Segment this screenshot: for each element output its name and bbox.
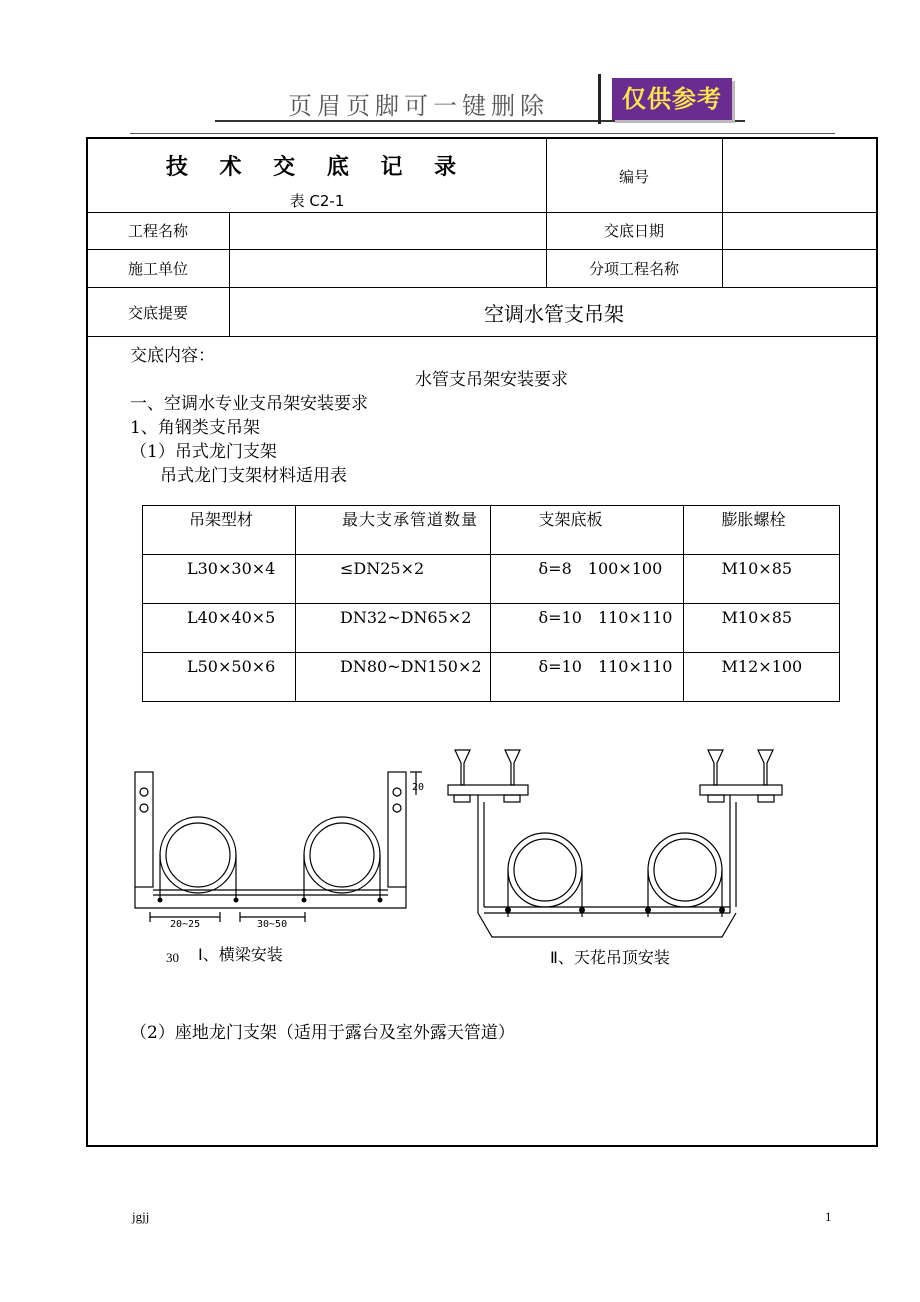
- footer-text: jgjj: [132, 1209, 150, 1224]
- table-header: 最大支承管道数量: [296, 506, 491, 555]
- dimension-label: 30~50: [257, 919, 288, 930]
- contractor-label: 施工单位: [127, 260, 188, 278]
- summary-value: 空调水管支吊架: [484, 302, 624, 326]
- summary-label: 交底提要: [127, 304, 188, 322]
- form-number: 表 C2-1: [289, 192, 345, 210]
- figure-caption: Ⅰ、横梁安装: [198, 945, 283, 964]
- table-cell: L40×40×5: [143, 604, 296, 653]
- table-cell: DN32~DN65×2: [296, 604, 491, 653]
- subsection-heading: 1、角钢类支吊架: [130, 418, 260, 438]
- grid-line: [86, 287, 878, 288]
- figure-number: 30: [166, 950, 179, 965]
- date-label: 交底日期: [603, 222, 664, 240]
- table-header-row: [143, 506, 840, 555]
- table-cell: ≤DN25×2: [296, 555, 491, 604]
- table-title: 吊式龙门支架材料适用表: [160, 466, 347, 486]
- grid-line: [86, 249, 878, 250]
- subproject-label: 分项工程名称: [588, 260, 679, 278]
- page-number: 1: [825, 1209, 832, 1224]
- content-heading: 水管支吊架安装要求: [415, 370, 568, 390]
- table-cell: L50×50×6: [143, 653, 296, 702]
- table-cell: L30×30×4: [143, 555, 296, 604]
- table-cell: δ=10 110×110: [490, 604, 683, 653]
- grid-line: [722, 137, 723, 287]
- item-heading: （2）座地龙门支架（适用于露台及室外露天管道）: [130, 1023, 515, 1043]
- ceiling-hanger-diagram: [440, 745, 790, 940]
- header-banner-text: 页眉页脚可一键删除: [288, 92, 549, 120]
- dimension-label: 20~25: [170, 919, 201, 930]
- table-row: [143, 604, 840, 653]
- number-label: 编号: [618, 168, 649, 186]
- page-title: 技 术 交 底 记 录: [165, 155, 469, 180]
- table-cell: δ=8 100×100: [490, 555, 683, 604]
- banner-underline: [215, 120, 745, 122]
- item-heading: （1）吊式龙门支架: [130, 442, 277, 462]
- table-row: [143, 555, 840, 604]
- materials-table: [142, 505, 840, 702]
- dimension-label: 20: [412, 782, 425, 793]
- table-cell: M12×100: [683, 653, 839, 702]
- figure-caption: Ⅱ、天花吊顶安装: [550, 948, 670, 967]
- grid-line: [86, 336, 878, 337]
- table-cell: DN80~DN150×2: [296, 653, 491, 702]
- banner-rule: [130, 133, 835, 134]
- table-header: 吊架型材: [143, 506, 296, 555]
- table-header: 支架底板: [490, 506, 683, 555]
- table-cell: M10×85: [683, 604, 839, 653]
- table-cell: M10×85: [683, 555, 839, 604]
- content-label: 交底内容：: [130, 346, 215, 366]
- table-header: 膨胀螺栓: [683, 506, 839, 555]
- banner-divider: [598, 74, 601, 124]
- section-heading: 一、空调水专业支吊架安装要求: [130, 394, 368, 414]
- table-cell: δ=10 110×110: [490, 653, 683, 702]
- grid-line: [86, 212, 878, 213]
- crossbeam-diagram: [130, 760, 430, 935]
- project-name-label: 工程名称: [127, 222, 188, 240]
- reference-badge: 仅供参考: [612, 78, 732, 120]
- table-row: [143, 653, 840, 702]
